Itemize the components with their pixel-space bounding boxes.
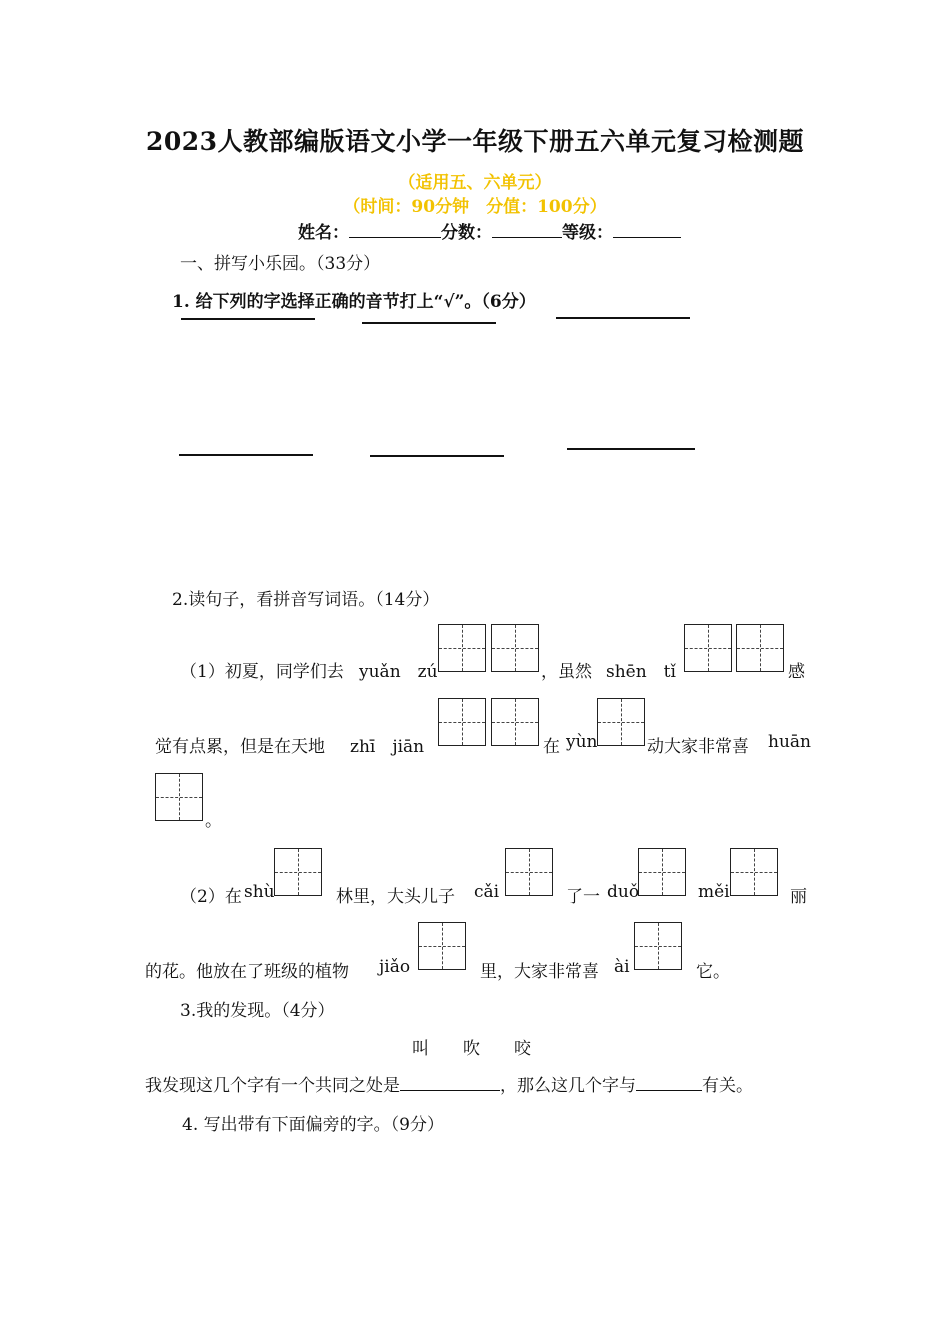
info-row	[298, 218, 681, 243]
writing-grid[interactable]	[638, 848, 686, 896]
q2-p2-text-g: 它。	[696, 962, 730, 982]
q2-p2-pinyin-1: shù	[244, 882, 275, 902]
q2-p2-text-e: 的花。他放在了班级的植物	[145, 962, 349, 982]
score-label: 分数：	[441, 223, 492, 243]
writing-grid[interactable]	[418, 922, 466, 970]
q3-heading: 3.我的发现。（4分）	[180, 1001, 335, 1021]
section-1-heading: 一、拼写小乐园。（33分）	[180, 254, 381, 274]
q2-p1-text-b: ，虽然	[541, 662, 592, 682]
q2-p1-pinyin-1: yuǎn zú	[359, 662, 438, 682]
writing-grid[interactable]	[597, 698, 645, 746]
q2-p1-text-c: 感	[788, 662, 805, 682]
q2-p2-pinyin-2: cǎi	[474, 882, 500, 902]
q2-p1-text-f: 动大家非常喜	[647, 737, 749, 757]
q2-p2-text-a: （2）在	[180, 887, 242, 907]
grade-blank[interactable]	[613, 219, 681, 238]
answer-line-3[interactable]	[556, 317, 690, 319]
q3-sentence-c: 有关。	[702, 1076, 753, 1096]
q3-sentence-a: 我发现这几个字有一个共同之处是	[145, 1076, 400, 1096]
writing-grid[interactable]	[491, 698, 539, 746]
score-blank[interactable]	[492, 219, 562, 238]
page-title: 2023人教部编版语文小学一年级下册五六单元复习检测题	[145, 127, 805, 156]
answer-line-2[interactable]	[362, 322, 496, 324]
writing-grid[interactable]	[684, 624, 732, 672]
q1-heading: 1. 给下列的字选择正确的音节打上“√”。（6分）	[172, 292, 536, 312]
q4-heading: 4. 写出带有下面偏旁的字。（9分）	[182, 1115, 444, 1135]
q3-sentence	[145, 1071, 753, 1096]
q3-blank-2[interactable]	[636, 1072, 702, 1091]
writing-grid[interactable]	[438, 698, 486, 746]
q2-p2-pinyin-6: ài	[614, 957, 630, 977]
writing-grid[interactable]	[730, 848, 778, 896]
writing-grid[interactable]	[438, 624, 486, 672]
grade-label: 等级：	[562, 223, 613, 243]
q3-characters: 叫 吹 咬	[412, 1039, 531, 1059]
subtitle-scope: （适用五、六单元）	[398, 173, 552, 193]
q2-p2-pinyin-5: jiǎo	[379, 957, 411, 977]
name-label: 姓名：	[298, 223, 349, 243]
q3-sentence-b: ，那么这几个字与	[500, 1076, 636, 1096]
q2-p2-text-d: 丽	[790, 887, 807, 907]
name-blank[interactable]	[349, 219, 441, 238]
q2-p1-pinyin-3: zhī jiān	[350, 737, 425, 757]
subtitle-time-score: （时间：90分钟 分值：100分）	[343, 197, 607, 217]
q2-p2-pinyin-3: duǒ	[607, 882, 640, 902]
answer-line-6[interactable]	[567, 448, 695, 450]
writing-grid[interactable]	[274, 848, 322, 896]
writing-grid[interactable]	[491, 624, 539, 672]
answer-line-5[interactable]	[370, 455, 504, 457]
q2-p1-text-e: 在	[543, 737, 560, 757]
q3-blank-1[interactable]	[400, 1072, 500, 1091]
q2-p2-text-c: 了一	[566, 887, 600, 907]
writing-grid[interactable]	[736, 624, 784, 672]
writing-grid[interactable]	[634, 922, 682, 970]
q2-p1-pinyin-2: shēn tǐ	[606, 662, 676, 682]
writing-grid[interactable]	[155, 773, 203, 821]
q2-p1-text-a: （1）初夏，同学们去	[180, 662, 344, 682]
answer-line-1[interactable]	[181, 318, 315, 320]
q2-p1-pinyin-4: yùn	[566, 732, 598, 752]
q2-p2-text-b: 林里，大头儿子	[336, 887, 455, 907]
q2-heading: 2.读句子，看拼音写词语。（14分）	[172, 590, 440, 610]
q2-p1-pinyin-5: huān	[768, 732, 811, 752]
q2-p1-text-d: 觉有点累，但是在天地	[155, 737, 325, 757]
q2-p2-pinyin-4: měi	[698, 882, 730, 902]
q2-p1-end: 。	[205, 811, 222, 831]
q2-p2-text-f: 里，大家非常喜	[480, 962, 599, 982]
answer-line-4[interactable]	[179, 454, 313, 456]
writing-grid[interactable]	[505, 848, 553, 896]
